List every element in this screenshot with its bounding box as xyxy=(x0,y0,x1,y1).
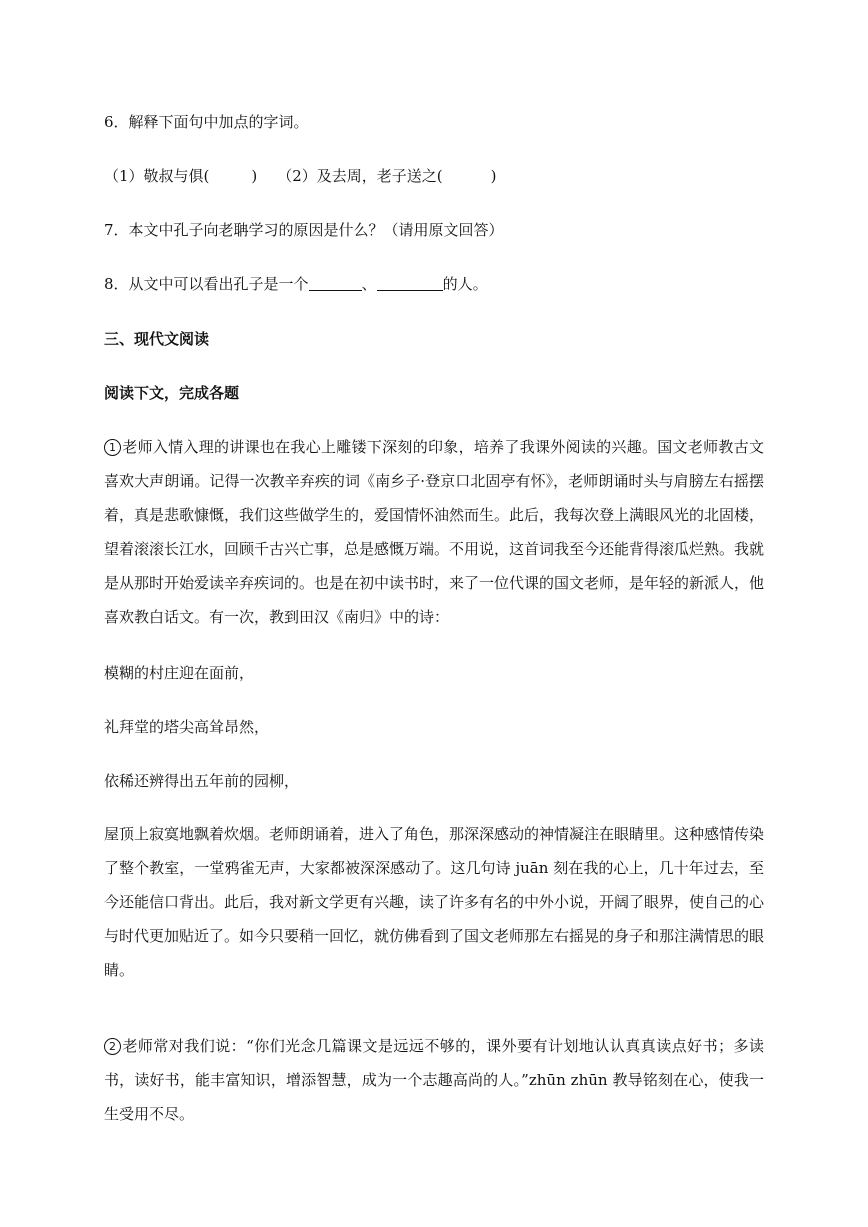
question-6-item-2-prefix: （2）及去周，老子送之( xyxy=(277,167,443,185)
paragraph-1-continued: 屋顶上寂寞地飘着炊烟。老师朗诵着，进入了角色，那深深感动的神情凝注在眼睛里。这种感情传染了整个教室，一堂鸦雀无声，大家都被深深感动了。这几句诗 juān 刻在我的心上，几十年过去，至今还能信口背出。此后，我对新文学更有兴趣，读了许多有名的中外小说，开阔了眼界，使自己的心与时代更加贴近了。如今只要稍一回忆，就仿佛看到了国文老师那左右摇晃的身子和那注满情思的眼睛。 xyxy=(104,825,765,979)
question-6-item-2-suffix: ) xyxy=(490,167,497,185)
question-6-title: 6．解释下面句中加点的字词。 xyxy=(104,113,309,131)
paragraph-1 xyxy=(104,430,764,634)
question-8-separator: 、 xyxy=(361,275,377,293)
question-7-text: 7．本文中孔子向老聃学习的原因是什么？（请用原文回答） xyxy=(104,221,504,239)
answer-blank-4[interactable] xyxy=(377,276,443,291)
answer-blank-3[interactable] xyxy=(309,276,362,291)
question-8-suffix: 的人。 xyxy=(442,275,488,293)
paragraph-2 xyxy=(104,1029,764,1131)
paragraph-2-text: 老师常对我们说：“你们光念几篇课文是远远不够的，课外要有计划地认认真真读点好书；多读书，读好书，能丰富知识，增添智慧，成为一个志趣高尚的人。”zhūn zhūn 教导铭刻在心，使我一生受用不尽。 xyxy=(104,1037,764,1123)
reading-instruction: 阅读下文，完成各题 xyxy=(104,384,240,402)
question-6-item-1-suffix: ) xyxy=(251,167,258,185)
section-heading: 三、现代文阅读 xyxy=(104,330,210,348)
question-8 xyxy=(104,275,488,293)
poem-line-3: 依稀还辨得出五年前的园柳， xyxy=(104,772,300,790)
poem-line-2: 礼拜堂的塔尖高耸昂然， xyxy=(104,718,270,736)
question-6-items xyxy=(104,167,497,185)
paragraph-1-text: 老师入情入理的讲课也在我心上雕镂下深刻的印象，培养了我课外阅读的兴趣。国文老师教古文喜欢大声朗诵。记得一次教辛弃疾的词《南乡子·登京口北固亭有怀》，老师朗诵时头与肩膀左右摇摆着，真是悲歌慷慨，我们这些做学生的，爱国情怀油然而生。此后，我每次登上满眼风光的北固楼，望着滚滚长江水，回顾千古兴亡事，总是感慨万端。不用说，这首词我至今还能背得滚瓜烂熟。我就是从那时开始爱读辛弃疾词的。也是在初中读书时，来了一位代课的国文老师，是年轻的新派人，他喜欢教白话文。有一次，教到田汉《南归》中的诗： xyxy=(104,438,765,626)
paragraph-number-1: 1 xyxy=(104,439,121,456)
question-8-prefix: 8．从文中可以看出孔子是一个 xyxy=(104,275,309,293)
question-6-item-1-prefix: （1）敬叔与俱( xyxy=(104,167,210,185)
paragraph-number-2: 2 xyxy=(104,1038,121,1055)
poem-line-1: 模糊的村庄迎在面前， xyxy=(104,664,255,682)
